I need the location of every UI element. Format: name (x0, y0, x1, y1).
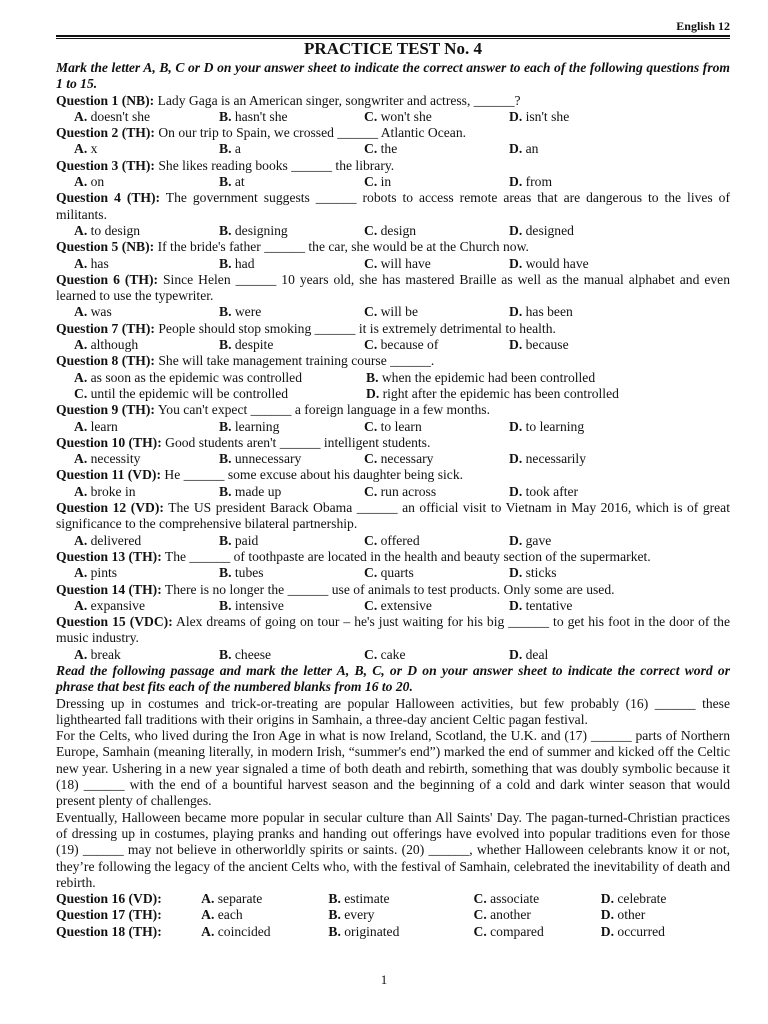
answer-option: B. originated (328, 923, 400, 939)
option-letter: A. (74, 222, 88, 238)
question-stem (56, 402, 730, 418)
option-letter: A. (74, 646, 88, 662)
question-item (56, 190, 730, 239)
answer-option: A. each (201, 907, 243, 923)
question-label: Question 15 (VDC): (56, 614, 173, 630)
question-text: You can't expect ______ a foreign language in a few months. (157, 402, 490, 418)
answer-option: D. isn't she (509, 108, 570, 124)
answer-option: B. hasn't she (219, 108, 288, 124)
option-letter: B. (219, 304, 232, 320)
option-letter: D. (509, 141, 523, 157)
question-label: Question 9 (TH): (56, 402, 155, 418)
options-row (56, 337, 730, 353)
answer-option: A. pints (74, 565, 118, 581)
options-row (56, 565, 730, 581)
answer-option: B. a (219, 141, 241, 157)
answer-option: C. necessary (364, 451, 434, 467)
option-letter: C. (364, 222, 378, 238)
question-label: Question 13 (TH): (56, 548, 162, 564)
option-letter: D. (509, 597, 523, 613)
option-letter: D. (509, 483, 523, 499)
answer-option: B. cheese (219, 646, 272, 662)
answer-option: B. designing (219, 222, 288, 238)
answer-option: A. as soon as the epidemic was controlled (74, 369, 303, 385)
option-letter: D. (509, 451, 523, 467)
option-letter: B. (219, 565, 232, 581)
answer-option: D. took after (509, 483, 579, 499)
answer-option: B. had (219, 255, 255, 271)
options-row (56, 174, 730, 190)
question-stem (56, 582, 730, 598)
question-stem (56, 353, 730, 369)
course-label: English 12 (676, 19, 730, 33)
option-letter: C. (364, 108, 378, 124)
question-stem (56, 272, 730, 305)
answer-option: B. paid (219, 532, 259, 548)
header-rule (56, 35, 730, 37)
question-label: Question 17 (TH): (56, 907, 162, 923)
question-item (56, 125, 730, 158)
question-text: On our trip to Spain, we crossed ______ Atlantic Ocean. (158, 125, 467, 141)
option-letter: C. (473, 891, 487, 907)
question-label: Question 1 (NB): (56, 92, 155, 108)
passage-question-item (56, 924, 730, 940)
option-letter: B. (328, 907, 341, 923)
options-row (56, 386, 730, 402)
answer-option: D. to learning (509, 418, 585, 434)
question-stem (56, 158, 730, 174)
option-letter: A. (74, 369, 88, 385)
question-item (56, 272, 730, 321)
answer-option: B. at (219, 174, 245, 190)
options-row (56, 256, 730, 272)
answer-option: C. associate (473, 891, 540, 907)
answer-option: D. tentative (509, 597, 573, 613)
question-label: Question 18 (TH): (56, 923, 162, 939)
option-letter: C. (364, 451, 378, 467)
option-letter: A. (74, 141, 88, 157)
option-letter: C. (364, 597, 378, 613)
options-row (56, 647, 730, 663)
question-item (56, 614, 730, 663)
answer-option: A. coincided (201, 923, 271, 939)
answer-option: C. won't she (364, 108, 432, 124)
answer-option: C. compared (473, 923, 544, 939)
options-row (56, 370, 730, 386)
option-letter: A. (74, 418, 88, 434)
options-row (56, 419, 730, 435)
question-text: There is no longer the ______ use of animals to test products. Only some are used. (164, 581, 615, 597)
answer-option: A. broke in (74, 483, 136, 499)
question-stem (56, 321, 730, 337)
option-letter: D. (600, 907, 614, 923)
answer-option: A. was (74, 304, 112, 320)
answer-option: C. will have (364, 255, 431, 271)
answer-option: C. offered (364, 532, 420, 548)
option-letter: C. (364, 337, 378, 353)
option-letter: C. (364, 532, 378, 548)
option-letter: A. (74, 532, 88, 548)
option-letter: D. (509, 646, 523, 662)
question-stem (56, 93, 730, 109)
answer-option: D. sticks (509, 565, 557, 581)
answer-option: D. occurred (600, 923, 665, 939)
answer-option: A. although (74, 337, 139, 353)
option-letter: B. (366, 369, 379, 385)
option-letter: C. (473, 907, 487, 923)
option-letter: A. (201, 891, 215, 907)
answer-option: D. because (509, 337, 569, 353)
option-letter: C. (364, 141, 378, 157)
reading-passage (56, 696, 730, 892)
option-letter: C. (364, 174, 378, 190)
answer-option: A. x (74, 141, 98, 157)
options-row (56, 533, 730, 549)
question-item (56, 549, 730, 582)
option-letter: C. (473, 923, 487, 939)
question-stem (56, 125, 730, 141)
question-text: People should stop smoking ______ it is extremely detrimental to health. (158, 320, 556, 336)
answer-option: D. an (509, 141, 539, 157)
question-stem (56, 500, 730, 533)
option-letter: C. (364, 483, 378, 499)
question-label: Question 5 (NB): (56, 239, 155, 255)
question-text: He ______ some excuse about his daughter being sick. (164, 467, 464, 483)
passage-question-item (56, 907, 730, 923)
answer-option: A. break (74, 646, 121, 662)
option-letter: C. (364, 646, 378, 662)
answer-option: D. would have (509, 255, 589, 271)
option-letter: A. (74, 337, 88, 353)
question-stem (56, 190, 730, 223)
answer-option: A. delivered (74, 532, 142, 548)
question-item (56, 402, 730, 435)
question-text: She likes reading books ______ the library. (158, 157, 395, 173)
question-text: If the bride's father ______ the car, she would be at the Church now. (157, 239, 529, 255)
answer-option: C. run across (364, 483, 437, 499)
question-label: Question 7 (TH): (56, 320, 155, 336)
question-item (56, 582, 730, 615)
answer-option: D. designed (509, 222, 574, 238)
option-letter: D. (600, 923, 614, 939)
question-text: Alex dreams of going on tour – he's just waiting for his big ______ to get his foot in the door of the music industry. (56, 614, 731, 646)
passage-question-list (56, 891, 730, 940)
question-text: Since Helen ______ 10 years old, she has mastered Braille as well as the manual alphabet and even learned to use the typewriter. (56, 271, 730, 304)
answer-option: C. until the epidemic will be controlled (74, 385, 289, 401)
question-stem (56, 467, 730, 483)
answer-option: D. has been (509, 304, 573, 320)
option-letter: C. (364, 418, 378, 434)
question-stem (56, 549, 730, 565)
option-letter: D. (600, 891, 614, 907)
answer-option: C. design (364, 222, 417, 238)
question-label: Question 12 (VD): (56, 500, 164, 516)
option-letter: D. (509, 108, 523, 124)
question-item (56, 500, 730, 549)
passage-paragraph: For the Celts, who lived during the Iron Age in what is now Ireland, Scotland, the U.K. and (17) ______ parts of Northern Europe, Samhain (meaning literally, in modern Irish, “summer's end”) marked the end of summer and kicked off the Celtic new year. Ushering in a new year signaled a time of both death and rebirth, something that was doubly symbolic because it (18) ______ with the end of a bountiful harvest season and the beginning of a cold and dark winter season that would present plenty of challenges. (56, 728, 730, 809)
options-row (56, 304, 730, 320)
options-row (56, 223, 730, 239)
answer-option: B. intensive (219, 597, 284, 613)
question-label: Question 3 (TH): (56, 157, 155, 173)
option-letter: A. (74, 597, 88, 613)
option-letter: B. (219, 222, 232, 238)
option-letter: D. (509, 304, 523, 320)
question-text: Good students aren't ______ intelligent students. (165, 434, 431, 450)
option-letter: B. (219, 483, 232, 499)
answer-option: A. learn (74, 418, 118, 434)
answer-option: C. because of (364, 337, 439, 353)
option-letter: B. (219, 255, 232, 271)
question-item (56, 467, 730, 500)
answer-option: B. learning (219, 418, 280, 434)
question-stem (56, 614, 730, 647)
question-item (56, 239, 730, 272)
option-letter: A. (74, 451, 88, 467)
question-text: The US president Barack Obama ______ an official visit to Vietnam in May 2016, which is of great significance to the comprehensive bilateral partnership. (56, 500, 730, 532)
answer-option: C. cake (364, 646, 406, 662)
options-row (56, 451, 730, 467)
passage-question-item (56, 891, 730, 907)
passage-paragraph: Dressing up in costumes and trick-or-treating are popular Halloween activities, but few probably (16) ______ these lighthearted fall traditions with their origins in Samhain, a three-day ancient Celtic pagan festival. (56, 695, 730, 727)
question-label: Question 2 (TH): (56, 125, 155, 141)
option-letter: B. (219, 646, 232, 662)
option-letter: D. (366, 385, 380, 401)
answer-option: C. the (364, 141, 398, 157)
answer-option: C. in (364, 174, 392, 190)
answer-option: C. quarts (364, 565, 414, 581)
question-item (56, 353, 730, 402)
answer-option: C. to learn (364, 418, 422, 434)
options-row (56, 598, 730, 614)
option-letter: A. (74, 483, 88, 499)
answer-option: A. necessity (74, 451, 141, 467)
option-letter: B. (219, 597, 232, 613)
question-label: Question 6 (TH): (56, 271, 159, 287)
option-letter: A. (74, 565, 88, 581)
instruction-passage: Read the following passage and mark the letter A, B, C, or D on your answer sheet to indicate the correct word or phrase that best fits each of the numbered blanks from 16 to 20. (56, 662, 730, 695)
option-letter: A. (74, 174, 88, 190)
options-row (56, 141, 730, 157)
answer-option: B. every (328, 907, 375, 923)
option-letter: A. (74, 108, 88, 124)
question-label: Question 8 (TH): (56, 353, 155, 369)
answer-option: B. were (219, 304, 262, 320)
answer-option: A. separate (201, 891, 263, 907)
option-letter: C. (364, 255, 378, 271)
options-row (56, 109, 730, 125)
option-letter: D. (509, 418, 523, 434)
option-letter: B. (219, 141, 232, 157)
answer-option: B. tubes (219, 565, 264, 581)
answer-option: B. when the epidemic had been controlled (366, 369, 596, 385)
question-item (56, 321, 730, 354)
option-letter: B. (219, 418, 232, 434)
answer-option: D. deal (509, 646, 549, 662)
option-letter: B. (219, 532, 232, 548)
option-letter: D. (509, 174, 523, 190)
option-letter: D. (509, 565, 523, 581)
question-label: Question 14 (TH): (56, 581, 162, 597)
option-letter: A. (74, 255, 88, 271)
question-label: Question 10 (TH): (56, 434, 162, 450)
question-list (56, 93, 730, 663)
option-letter: D. (509, 337, 523, 353)
option-letter: C. (364, 304, 378, 320)
option-letter: A. (201, 923, 215, 939)
question-label: Question 4 (TH): (56, 190, 161, 206)
question-text: The ______ of toothpaste are located in the health and beauty section of the supermarket. (164, 548, 651, 564)
question-label: Question 16 (VD): (56, 891, 162, 907)
answer-option: C. will be (364, 304, 418, 320)
option-letter: B. (219, 108, 232, 124)
option-letter: C. (74, 385, 88, 401)
question-text: The government suggests ______ robots to access remote areas that are dangerous to the lives of militants. (56, 190, 731, 222)
option-letter: D. (509, 255, 523, 271)
option-letter: D. (509, 532, 523, 548)
answer-option: B. made up (219, 483, 282, 499)
options-row (56, 484, 730, 500)
option-letter: D. (509, 222, 523, 238)
answer-option: A. on (74, 174, 105, 190)
question-stem (56, 239, 730, 255)
answer-option: A. expansive (74, 597, 145, 613)
option-letter: B. (219, 337, 232, 353)
answer-option: D. other (600, 907, 646, 923)
option-letter: B. (219, 174, 232, 190)
option-letter: B. (328, 923, 341, 939)
test-content (56, 38, 730, 940)
answer-option: B. estimate (328, 891, 390, 907)
question-text: Lady Gaga is an American singer, songwriter and actress, ______? (157, 92, 521, 108)
page-number: 1 (380, 972, 388, 987)
answer-option: C. extensive (364, 597, 432, 613)
question-label: Question 11 (VD): (56, 467, 161, 483)
question-stem (56, 435, 730, 451)
answer-option: D. necessarily (509, 451, 587, 467)
option-letter: A. (201, 907, 215, 923)
page-title: PRACTICE TEST No. 4 (304, 39, 482, 58)
option-letter: C. (364, 565, 378, 581)
answer-option: D. celebrate (600, 891, 667, 907)
answer-option: D. gave (509, 532, 552, 548)
option-letter: B. (219, 451, 232, 467)
answer-option: A. to design (74, 222, 141, 238)
answer-option: B. unnecessary (219, 451, 302, 467)
question-item (56, 158, 730, 191)
answer-option: D. right after the epidemic has been controlled (366, 385, 619, 401)
option-letter: A. (74, 304, 88, 320)
question-item (56, 93, 730, 126)
answer-option: C. another (473, 907, 531, 923)
question-text: She will take management training course ______. (158, 353, 435, 369)
answer-option: A. doesn't she (74, 108, 151, 124)
instruction-mcq: Mark the letter A, B, C or D on your answer sheet to indicate the correct answer to each of the following questions from 1 to 15. (56, 60, 730, 92)
answer-option: A. has (74, 255, 109, 271)
answer-option: B. despite (219, 337, 274, 353)
question-item (56, 435, 730, 468)
option-letter: B. (328, 891, 341, 907)
answer-option: D. from (509, 174, 553, 190)
passage-paragraph: Eventually, Halloween became more popular in secular culture than All Saints' Day. The pagan-turned-Christian practices of dressing up in costumes, playing pranks and handing out offerings have evolved into popular traditions even for those (19) ______ may not believe in otherworldly spirits or saints. (20) ______, whether Halloween celebrants know it or not, they’re following the legacy of the ancient Celts who, with the festival of Samhain, celebrated the inevitability of death and rebirth. (56, 809, 730, 890)
